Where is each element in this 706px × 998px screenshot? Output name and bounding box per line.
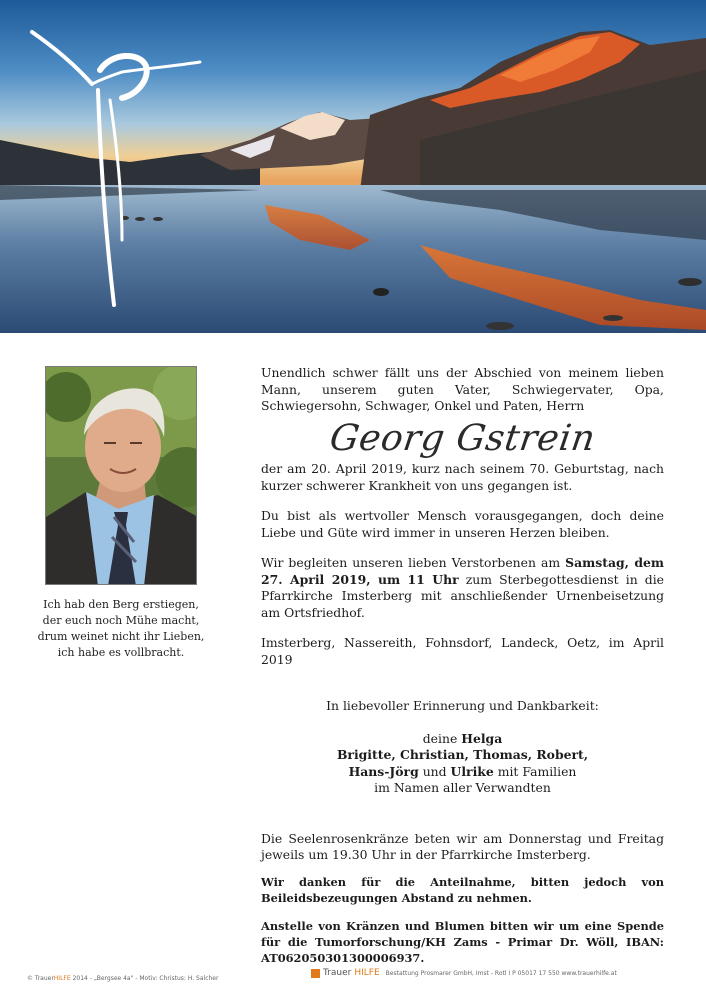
poem-line: Ich hab den Berg erstiegen,: [43, 598, 199, 611]
intro-paragraph: Unendlich schwer fällt uns der Abschied von meinem lieben Mann, unserem guten Vater, Schwiegervater, Opa, Schwiegersohn, Schwager, Onkel und Paten, Herrn: [261, 365, 664, 413]
funeral-date: Samstag, dem 27. April 2019, um 11 Uhr: [261, 555, 665, 587]
death-paragraph: der am 20. April 2019, kurz nach seinem 70. Geburtstag, nach kurzer schwerer Krankheit von uns gegangen ist.: [261, 461, 664, 493]
footer-company-text: Bestattung Prosmarer GmbH, Imst - Rotl I P 05017 17 550 www.trauerhilfe.at: [385, 969, 617, 977]
memorial-poem: [20, 597, 222, 661]
gratitude-line: In liebevoller Erinnerung und Dankbarkeit:: [326, 698, 599, 713]
donation-paragraph: Anstelle von Kränzen und Blumen bitten wir um eine Spende für die Tumorforschung/KH Zams - Primar Dr. Wöll, IBAN: AT062050301300006937.: [261, 918, 664, 965]
family-signature: deine Helga Brigitte, Christian, Thomas, Robert, Hans-Jörg und Ulrike mit Familien im Namen aller Verwandten: [336, 730, 589, 795]
memory-paragraph: Du bist als wertvoller Mensch vorausgegangen, doch deine Liebe und Güte wird immer in unseren Herzen bleiben.: [261, 508, 664, 540]
portrait-photo: [45, 366, 197, 585]
poem-line: der euch noch Mühe macht,: [42, 614, 200, 627]
funeral-paragraph: Wir begleiten unseren lieben Verstorbenen am Samstag, dem 27. April 2019, um 11 Uhr zum Sterbegottesdienst in die Pfarrkirche Imsterberg mit anschließender Urnenbeisetzung am Ortsfriedhof.: [261, 555, 665, 620]
footer-credits: © TrauerHILFE 2014 - „Bergsee 4a" - Motiv: Christus: H. Salcher: [27, 975, 219, 982]
poem-line: ich habe es vollbracht.: [57, 646, 185, 659]
logo-square-icon: [311, 969, 320, 978]
deceased-name: Georg Gstrein: [327, 417, 598, 459]
places-line: Imsterberg, Nassereith, Fohnsdorf, Landeck, Oetz, im April 2019: [261, 635, 664, 667]
trauerhilfe-logo: Trauer HILFE: [311, 968, 380, 978]
obituary-text: [261, 365, 664, 966]
footer-company: [311, 968, 617, 978]
poem-line: drum weinet nicht ihr Lieben,: [37, 630, 205, 643]
rosary-paragraph: Die Seelenrosenkränze beten wir am Donnerstag und Freitag jeweils um 19.30 Uhr in der Pfarrkirche Imsterberg.: [261, 830, 664, 862]
header-landscape-image: [0, 0, 706, 333]
thanks-paragraph: Wir danken für die Anteilnahme, bitten jedoch von Beileidsbezeugungen Abstand zu nehmen.: [261, 874, 664, 905]
